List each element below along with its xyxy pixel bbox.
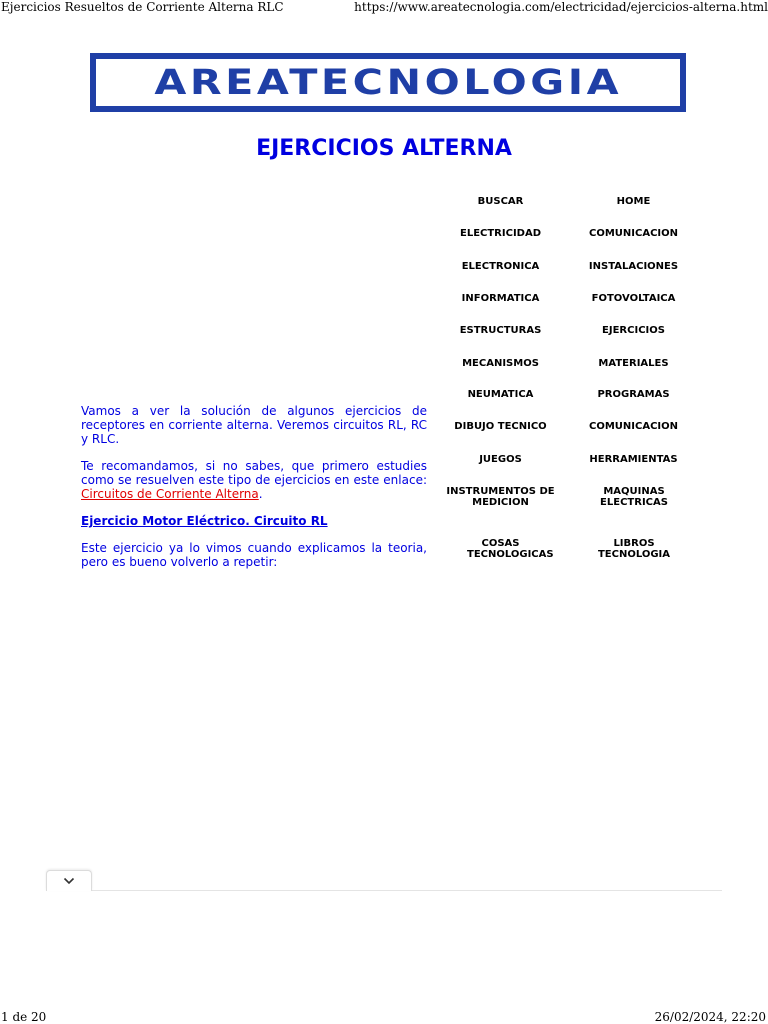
recommend-paragraph — [81, 459, 427, 501]
menu-item-electricidad[interactable]: ELECTRICIDAD — [459, 228, 541, 239]
menu-item-electronica[interactable]: ELECTRONICA — [461, 261, 540, 272]
menu-item-maquinas-electricas[interactable]: MAQUINAS ELECTRICAS — [600, 486, 668, 508]
menu-item-instalaciones[interactable]: INSTALACIONES — [588, 261, 679, 272]
menu-item-materiales[interactable]: MATERIALES — [598, 358, 669, 369]
expand-tab-button[interactable] — [46, 870, 92, 891]
menu-item-comunicacion-2[interactable]: COMUNICACION — [588, 421, 678, 432]
print-page-title: Ejercicios Resueltos de Corriente Alterna RLC — [1, 0, 284, 14]
chevron-down-icon — [63, 877, 75, 885]
menu-item-home[interactable]: HOME — [616, 196, 651, 207]
circuitos-link[interactable]: Circuitos de Corriente Alterna — [81, 487, 259, 501]
site-logo-inner — [96, 59, 680, 106]
menu-item-herramientas[interactable]: HERRAMIENTAS — [589, 454, 678, 465]
section-heading[interactable]: Ejercicio Motor Eléctrico. Circuito RL — [81, 514, 328, 528]
menu-item-neumatica[interactable]: NEUMATICA — [467, 389, 534, 400]
site-logo[interactable] — [90, 53, 686, 112]
intro-paragraph: Vamos a ver la solución de algunos ejercicios de receptores en corriente alterna. Veremos circuitos RL, RC y RLC. — [81, 404, 427, 446]
print-datetime: 26/02/2024, 22:20 — [654, 1010, 766, 1024]
menu-item-fotovoltaica[interactable]: FOTOVOLTAICA — [591, 293, 676, 304]
site-logo-text: AREATECNOLOGIA — [154, 62, 622, 103]
menu-item-instrumentos-de-medicion[interactable]: INSTRUMENTOS DE MEDICION — [446, 486, 555, 508]
collapsed-tab-strip — [46, 868, 722, 891]
menu-item-programas[interactable]: PROGRAMAS — [597, 389, 670, 400]
article-content — [81, 404, 427, 582]
section-heading-paragraph — [81, 514, 427, 528]
menu-item-cosas-tecnologicas[interactable]: COSAS TECNOLOGICAS — [467, 538, 554, 560]
menu-item-mecanismos[interactable]: MECANISMOS — [462, 358, 539, 369]
menu-item-buscar[interactable]: BUSCAR — [477, 196, 524, 207]
page-title: EJERCICIOS ALTERNA — [256, 136, 512, 161]
recommend-text: Te recomandamos, si no sabes, que primero estudies como se resuelven este tipo de ejercicios en este enlace: — [81, 459, 427, 487]
menu-item-dibujo-tecnico[interactable]: DIBUJO TECNICO — [454, 421, 547, 432]
menu-item-juegos[interactable]: JUEGOS — [479, 454, 522, 465]
recommend-suffix: . — [258, 487, 263, 501]
print-page-url: https://www.areatecnologia.com/electricidad/ejercicios-alterna.html — [354, 0, 768, 14]
menu-item-informatica[interactable]: INFORMATICA — [461, 293, 540, 304]
section-paragraph: Este ejercicio ya lo vimos cuando explicamos la teoria, pero es bueno volverlo a repetir: — [81, 541, 427, 569]
menu-item-ejercicios[interactable]: EJERCICIOS — [602, 325, 665, 336]
menu-item-comunicacion[interactable]: COMUNICACION — [588, 228, 678, 239]
menu-item-libros-tecnologia[interactable]: LIBROS TECNOLOGIA — [597, 538, 671, 560]
menu-item-estructuras[interactable]: ESTRUCTURAS — [459, 325, 542, 336]
print-page-number: 1 de 20 — [1, 1010, 47, 1024]
